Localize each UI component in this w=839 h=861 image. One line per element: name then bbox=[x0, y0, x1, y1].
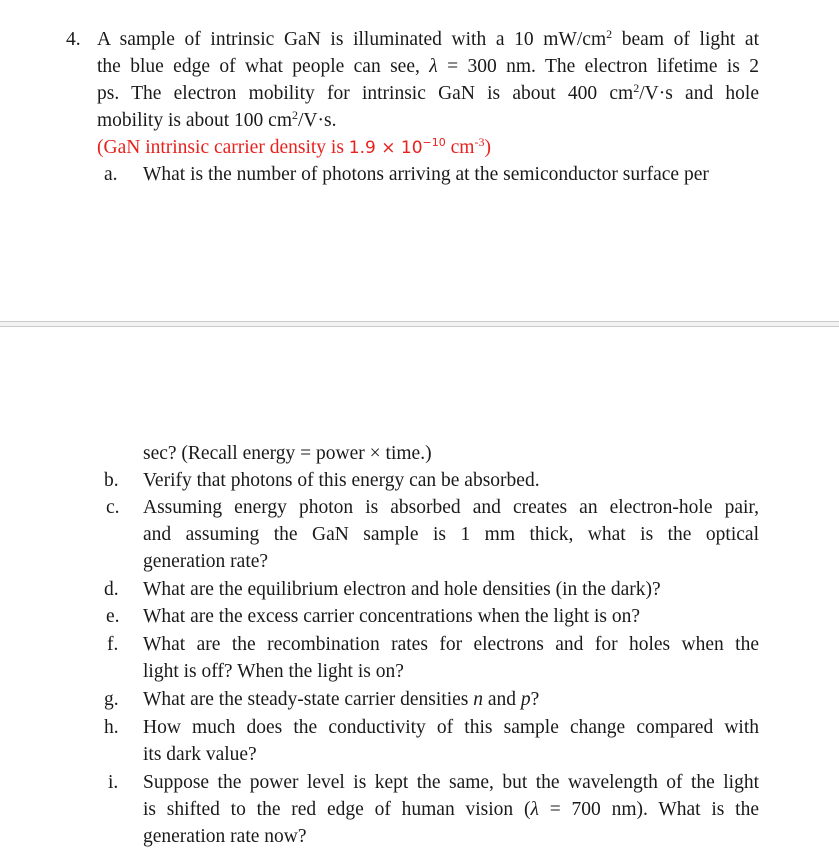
part-g-label: g. bbox=[104, 689, 119, 710]
lambda-symbol: λ bbox=[530, 799, 539, 820]
part-d-label: d. bbox=[104, 579, 119, 600]
part-h-line-1: How much does the conductivity of this sample change compared with bbox=[143, 717, 759, 738]
problem-intro-line-1: A sample of intrinsic GaN is illuminated with a 10 $mW/cm^2$ beam of light at bbox=[97, 27, 759, 50]
lambda-symbol: λ bbox=[429, 56, 438, 77]
part-i-line-3: generation rate now? bbox=[143, 826, 307, 847]
part-c-line-3: generation rate? bbox=[143, 551, 269, 572]
variable-n: n bbox=[473, 689, 484, 710]
part-h-line-2: its dark value? bbox=[143, 744, 257, 765]
part-c-line-1: Assuming energy photon is absorbed and creates an electron-hole pair, bbox=[143, 497, 759, 518]
part-a-line-1: What is the number of photons arriving at the semiconductor surface per bbox=[143, 164, 709, 185]
part-a-label: a. bbox=[104, 164, 118, 185]
part-d-line-1: What are the equilibrium electron and hole densities (in the dark)? bbox=[143, 579, 661, 600]
part-f-label: f. bbox=[107, 634, 119, 655]
part-i-label: i. bbox=[108, 772, 119, 793]
intrinsic-density-value: $1.9 \times 10^{-10}$ bbox=[348, 136, 446, 158]
part-e-label: e. bbox=[106, 606, 120, 627]
problem-intro-line-3: ps. The electron mobility for intrinsic GaN is about 400 $cm^2/V\cdot s$ and hole bbox=[97, 81, 760, 104]
part-b-label: b. bbox=[104, 470, 119, 491]
part-b-line-1: Verify that photons of this energy can be absorbed. bbox=[143, 470, 540, 491]
part-a-line-2: sec? (Recall energy = power × time.) bbox=[143, 443, 432, 464]
part-c-line-2: and assuming the GaN sample is 1 mm thick, what is the optical bbox=[143, 524, 759, 545]
problem-intro-line-2: the blue edge of what people can see, λ = 300 nm. The electron lifetime is 2 bbox=[97, 56, 760, 77]
part-g-line-1: What are the steady-state carrier densities n and p? bbox=[143, 689, 540, 710]
part-f-line-2: light is off? When the light is on? bbox=[143, 661, 404, 682]
part-i-line-2: is shifted to the red edge of human vision (λ = 700 nm). What is the bbox=[143, 799, 759, 820]
problem-intro-line-4: mobility is about 100 $cm^2/V\cdot s$. bbox=[97, 108, 337, 131]
part-i-line-1: Suppose the power level is kept the same, but the wavelength of the light bbox=[143, 772, 759, 793]
part-h-label: h. bbox=[104, 717, 119, 738]
part-c-label: c. bbox=[106, 497, 120, 518]
variable-p: p bbox=[520, 689, 531, 710]
intrinsic-density-note: (GaN intrinsic carrier density is $1.9 \times 10^{-10}$ $cm^{-3}$) bbox=[97, 135, 491, 158]
part-e-line-1: What are the excess carrier concentrations when the light is on? bbox=[143, 606, 641, 627]
part-f-line-1: What are the recombination rates for electrons and for holes when the bbox=[143, 634, 759, 655]
page-break-divider bbox=[0, 321, 839, 327]
problem-number: 4. bbox=[66, 29, 81, 50]
